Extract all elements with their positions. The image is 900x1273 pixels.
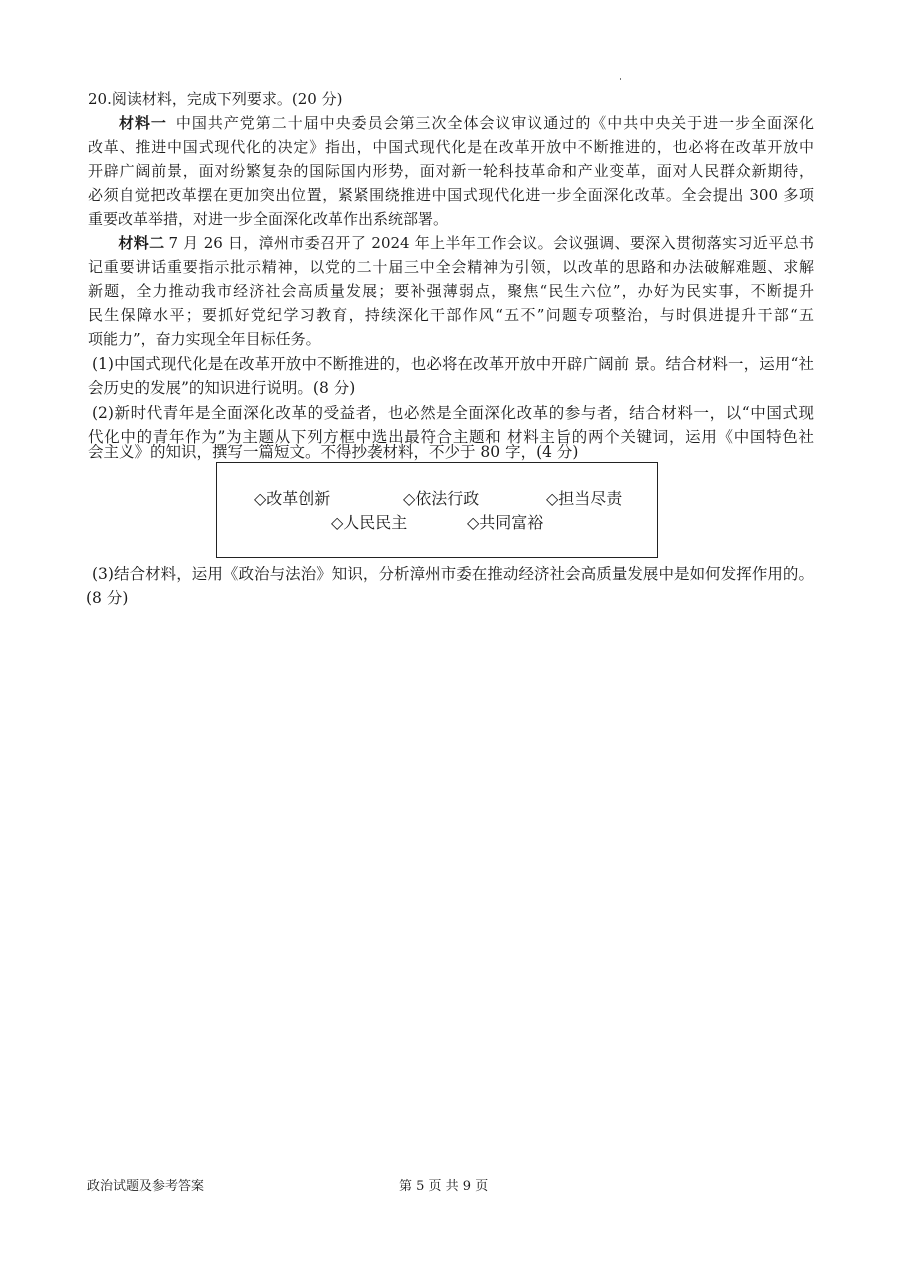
material1-line-1 — [88, 113, 814, 133]
material2-line-5: 项能力”，奋力实现全年目标任务。 — [88, 330, 321, 348]
material2-line-4: 民生保障水平；要抓好党纪学习教育，持续深化干部作风“五不”问题专项整治，与时俱进提升干部“五 — [88, 306, 814, 324]
subquestion-2-line-3: 会主义》的知识，撰写一篇短文。不得抄袭材料，不少于 80 字，(4 分) — [88, 443, 579, 461]
subquestion-3-line-1: (3)结合材料，运用《政治与法治》知识，分析漳州市委在推动经济社会高质量发展中是如何发挥作用的。 — [92, 565, 814, 583]
keyword-law-based-administration: ◇依法行政 — [403, 489, 480, 508]
footer-page-number: 第 5 页 共 9 页 — [399, 1179, 489, 1194]
subquestion-1-line-1: (1)中国式现代化是在改革开放中不断推进的，也必将在改革开放中开辟广阔前 景。结合材料一，运用“社 — [92, 355, 814, 373]
material1-text-1: 中国共产党第二十届中央委员会第三次全体会议审议通过的《中共中央关于进一步全面深化 — [174, 114, 814, 132]
keyword-reform-innovation: ◇改革创新 — [254, 489, 331, 508]
material2-line-3: 新题，全力推动我市经济社会高质量发展；要补强薄弱点，聚焦“民生六位”，办好为民实事，不断提升 — [88, 282, 814, 300]
subquestion-1-line-2: 会历史的发展”的知识进行说明。(8 分) — [88, 379, 356, 397]
keyword-box — [216, 462, 658, 558]
keyword-responsibility: ◇担当尽责 — [546, 489, 623, 508]
subquestion-2-line-2: 代化中的青年作为”为主题从下列方框中选出最符合主题和 材料主旨的两个关键词，运用《中国特色社 — [88, 428, 814, 446]
material2-line-2: 记重要讲话重要指示批示精神，以党的二十届三中全会精神为引领，以改革的思路和办法破解难题、求解 — [88, 258, 814, 276]
material2-text-1: 7 月 26 日，漳州市委召开了 2024 年上半年工作会议。会议强调、要深入贯彻落实习近平总书 — [168, 234, 814, 252]
subquestion-2-line-1: (2)新时代青年是全面深化改革的受益者，也必然是全面深化改革的参与者，结合材料一，以“中国式现 — [92, 404, 814, 422]
keyword-common-prosperity: ◇共同富裕 — [467, 513, 544, 532]
material1-line-3: 开辟广阔前景，面对纷繁复杂的国际国内形势，面对新一轮科技革命和产业变革，面对人民群众新期待， — [88, 162, 814, 180]
material1-line-4: 必须自觉把改革摆在更加突出位置，紧紧围绕推进中国式现代化进一步全面深化改革。全会提出 300 多项 — [88, 186, 814, 204]
material2-label: 材料二 — [118, 234, 165, 252]
keyword-peoples-democracy: ◇人民民主 — [331, 513, 408, 532]
material1-line-2: 改革、推进中国式现代化的决定》指出，中国式现代化是在改革开放中不断推进的，也必将在改革开放中 — [88, 138, 814, 156]
material1-label: 材料一 — [118, 114, 167, 132]
footer-title: 政治试题及参考答案 — [87, 1179, 205, 1194]
material2-line-1 — [88, 233, 814, 253]
subquestion-3-line-2: (8 分) — [86, 589, 129, 607]
question-heading: 20.阅读材料，完成下列要求。(20 分) — [88, 90, 343, 108]
scan-speck — [620, 78, 621, 80]
material1-line-5: 重要改革举措，对进一步全面深化改革作出系统部署。 — [88, 210, 449, 228]
